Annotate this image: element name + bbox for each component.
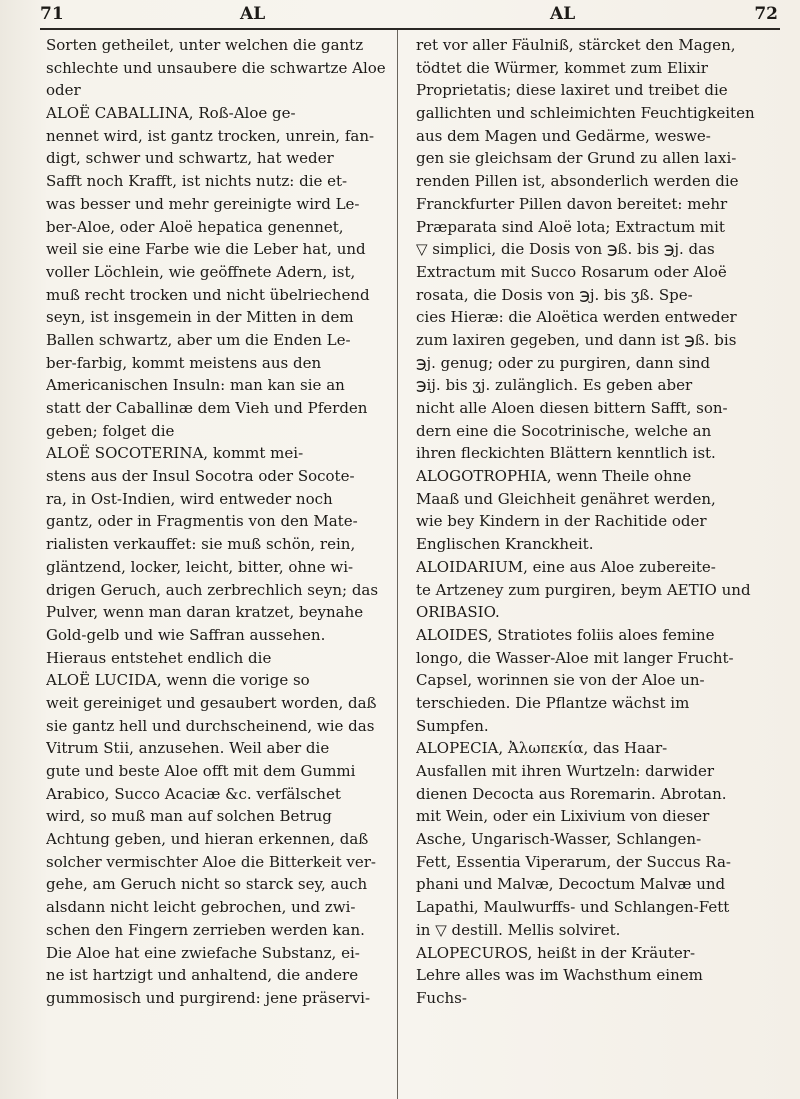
text-line: Pulver, wenn man daran kratzet, beynahe	[46, 603, 364, 622]
text-line: ORIBASIO.	[416, 603, 500, 622]
text-line: te Artzeney zum purgiren, beym AETIO und	[416, 580, 751, 599]
text-line: dern eine die Socotrinische, welche an	[416, 421, 712, 440]
text-line: digt, schwer und schwartz, hat weder	[46, 149, 334, 168]
text-line: ret vor aller Fäulniß, stärcket den Magen,	[416, 36, 736, 54]
text-line: Asche, Ungarisch-Wasser, Schlangen-	[416, 830, 702, 849]
text-line: ne ist hartzigt und anhaltend, die andere	[46, 966, 359, 985]
text-line: Arabico, Succo Acaciæ &c. verfälschet	[46, 784, 341, 803]
text-line: Gold-gelb und wie Saffran aussehen.	[46, 625, 326, 644]
text-line: ALOË LUCIDA, wenn die vorige so	[46, 671, 310, 690]
text-line: gehe, am Geruch nicht so starck sey, auch	[46, 875, 368, 894]
text-line: wie bey Kindern in der Rachitide oder	[416, 512, 707, 531]
text-line: gummosisch und purgirend: jene präservi-	[46, 988, 371, 1007]
text-line: ra, in Ost-Indien, wird entweder noch	[46, 489, 333, 508]
text-line: rialisten verkauffet: sie muß schön, rein,	[46, 535, 356, 554]
text-line: Americanischen Insuln: man kan sie an	[46, 376, 345, 395]
text-line: oder	[46, 81, 81, 100]
right-column	[416, 34, 778, 1010]
text-line: solcher vermischter Aloe die Bitterkeit ver-	[46, 852, 376, 871]
text-line: Præparata sind Aloë lota; Extractum mit	[416, 217, 725, 236]
text-line: Fuchs-	[416, 988, 467, 1007]
text-line: ALOIDARIUM, eine aus Aloe zubereite-	[416, 557, 716, 576]
text-line: schlechte und unsaubere die schwartze Aloe	[46, 58, 386, 77]
text-line: was besser und mehr gereinigte wird Le-	[46, 194, 360, 213]
text-line: gen sie gleichsam der Grund zu allen laxi-	[416, 149, 737, 168]
text-line: voller Löchlein, wie geöffnete Adern, ist,	[46, 262, 356, 281]
text-line: Extractum mit Succo Rosarum oder Aloë	[416, 262, 727, 281]
text-line: cies Hieræ: die Aloëtica werden entweder	[416, 308, 737, 327]
text-line: ALOË CABALLINA, Roß-Aloe ge-	[46, 104, 296, 123]
text-line: Capsel, worinnen sie von der Aloe un-	[416, 671, 705, 690]
text-line: Fett, Essentia Viperarum, der Succus Ra-	[416, 852, 731, 871]
text-line: drigen Geruch, auch zerbrechlich seyn; das	[46, 580, 379, 599]
text-line: ALOIDES, Stratiotes foliis aloes femine	[416, 625, 715, 644]
text-line: gläntzend, locker, leicht, bitter, ohne wi-	[46, 557, 354, 576]
text-line: Achtung geben, und hieran erkennen, daß	[46, 830, 369, 849]
text-line: aus dem Magen und Gedärme, weswe-	[416, 126, 711, 145]
page-number-right: 72	[754, 4, 778, 24]
text-line: in ▽ destill. Mellis solviret.	[416, 920, 621, 939]
text-line: Hieraus entstehet endlich die	[46, 648, 272, 667]
text-line: weit gereiniget und gesaubert worden, daß	[46, 693, 377, 712]
text-line: Sumpfen.	[416, 716, 489, 735]
text-line: phani und Malvæ, Decoctum Malvæ und	[416, 875, 726, 894]
text-line: terschieden. Die Pflantze wächst im	[416, 693, 690, 712]
header-keyword-right: AL	[550, 4, 576, 24]
text-line: gantz, oder in Fragmentis von den Mate-	[46, 512, 358, 531]
text-line: stens aus der Insul Socotra oder Socote-	[46, 467, 355, 486]
text-line: ALOGOTROPHIA, wenn Theile ohne	[416, 467, 692, 486]
text-line: Lehre alles was im Wachsthum einem	[416, 966, 703, 985]
text-line: ALOPECIA, Ἀλωπεκία, das Haar-	[416, 739, 668, 758]
running-header	[40, 4, 778, 26]
text-line: alsdann nicht leicht gebrochen, und zwi-	[46, 898, 356, 917]
text-line: zum laxiren gegeben, und dann ist ℈ß. bis	[416, 330, 737, 349]
text-line: ALOË SOCOTERINA, kommt mei-	[46, 444, 304, 463]
text-line: ber-Aloe, oder Aloë hepatica genennet,	[46, 217, 344, 236]
text-line: schen den Fingern zerrieben werden kan.	[46, 920, 365, 939]
text-line: mit Wein, oder ein Lixivium von dieser	[416, 807, 710, 826]
text-line: tödtet die Würmer, kommet zum Elixir	[416, 58, 708, 77]
text-line: Proprietatis; diese laxiret und treibet die	[416, 81, 728, 100]
text-line: gallichten und schleimichten Feuchtigkeiten	[416, 104, 755, 123]
text-line: longo, die Wasser-Aloe mit langer Frucht-	[416, 648, 734, 667]
text-line: Englischen Kranckheit.	[416, 535, 594, 554]
header-rule	[40, 28, 780, 32]
text-line: geben; folget die	[46, 421, 175, 440]
text-line: renden Pillen ist, absonderlich werden die	[416, 172, 739, 191]
text-line: Safft noch Krafft, ist nichts nutz: die et-	[46, 172, 348, 191]
text-line: wird, so muß man auf solchen Betrug	[46, 807, 332, 826]
text-line: Ballen schwartz, aber um die Enden Le-	[46, 330, 351, 349]
text-line: ℈j. genug; oder zu purgiren, dann sind	[416, 353, 711, 372]
page-number-left: 71	[40, 4, 64, 24]
text-line: nennet wird, ist gantz trocken, unrein, fan-	[46, 126, 375, 145]
text-line: muß recht trocken und nicht übelriechend	[46, 285, 370, 304]
header-keyword-left: AL	[240, 4, 266, 24]
text-line: ℈ij. bis ʒj. zulänglich. Es geben aber	[416, 376, 693, 395]
text-line: ALOPECUROS, heißt in der Kräuter-	[416, 943, 696, 962]
text-line: seyn, ist insgemein in der Mitten in dem	[46, 308, 354, 327]
text-line: weil sie eine Farbe wie die Leber hat, und	[46, 240, 366, 259]
text-line: ber-farbig, kommt meistens aus den	[46, 353, 322, 372]
left-column	[46, 34, 398, 1010]
text-line: rosata, die Dosis von ℈j. bis ʒß. Spe-	[416, 285, 693, 304]
text-line: sie gantz hell und durchscheinend, wie das	[46, 716, 375, 735]
text-line: Franckfurter Pillen davon bereitet: mehr	[416, 194, 728, 213]
text-line: Lapathi, Maulwurffs- und Schlangen-Fett	[416, 898, 730, 917]
text-line: statt der Caballinæ dem Vieh und Pferden	[46, 399, 368, 417]
text-line: gute und beste Aloe offt mit dem Gummi	[46, 762, 356, 780]
text-line: Vitrum Stii, anzusehen. Weil aber die	[46, 739, 330, 758]
text-line: dienen Decocta aus Roremarin. Abrotan.	[416, 784, 727, 803]
text-line: Maaß und Gleichheit genähret werden,	[416, 489, 716, 508]
text-line: ihren fleckichten Blättern kenntlich ist.	[416, 444, 716, 463]
text-line: Ausfallen mit ihren Wurtzeln: darwider	[416, 762, 715, 780]
text-line: Die Aloe hat eine zwiefache Substanz, ei-	[46, 943, 360, 962]
text-line: nicht alle Aloen diesen bittern Safft, son-	[416, 399, 728, 417]
text-line: Sorten getheilet, unter welchen die gantz	[46, 36, 364, 54]
text-line: ▽ simplici, die Dosis von ℈ß. bis ℈j. das	[416, 240, 715, 259]
